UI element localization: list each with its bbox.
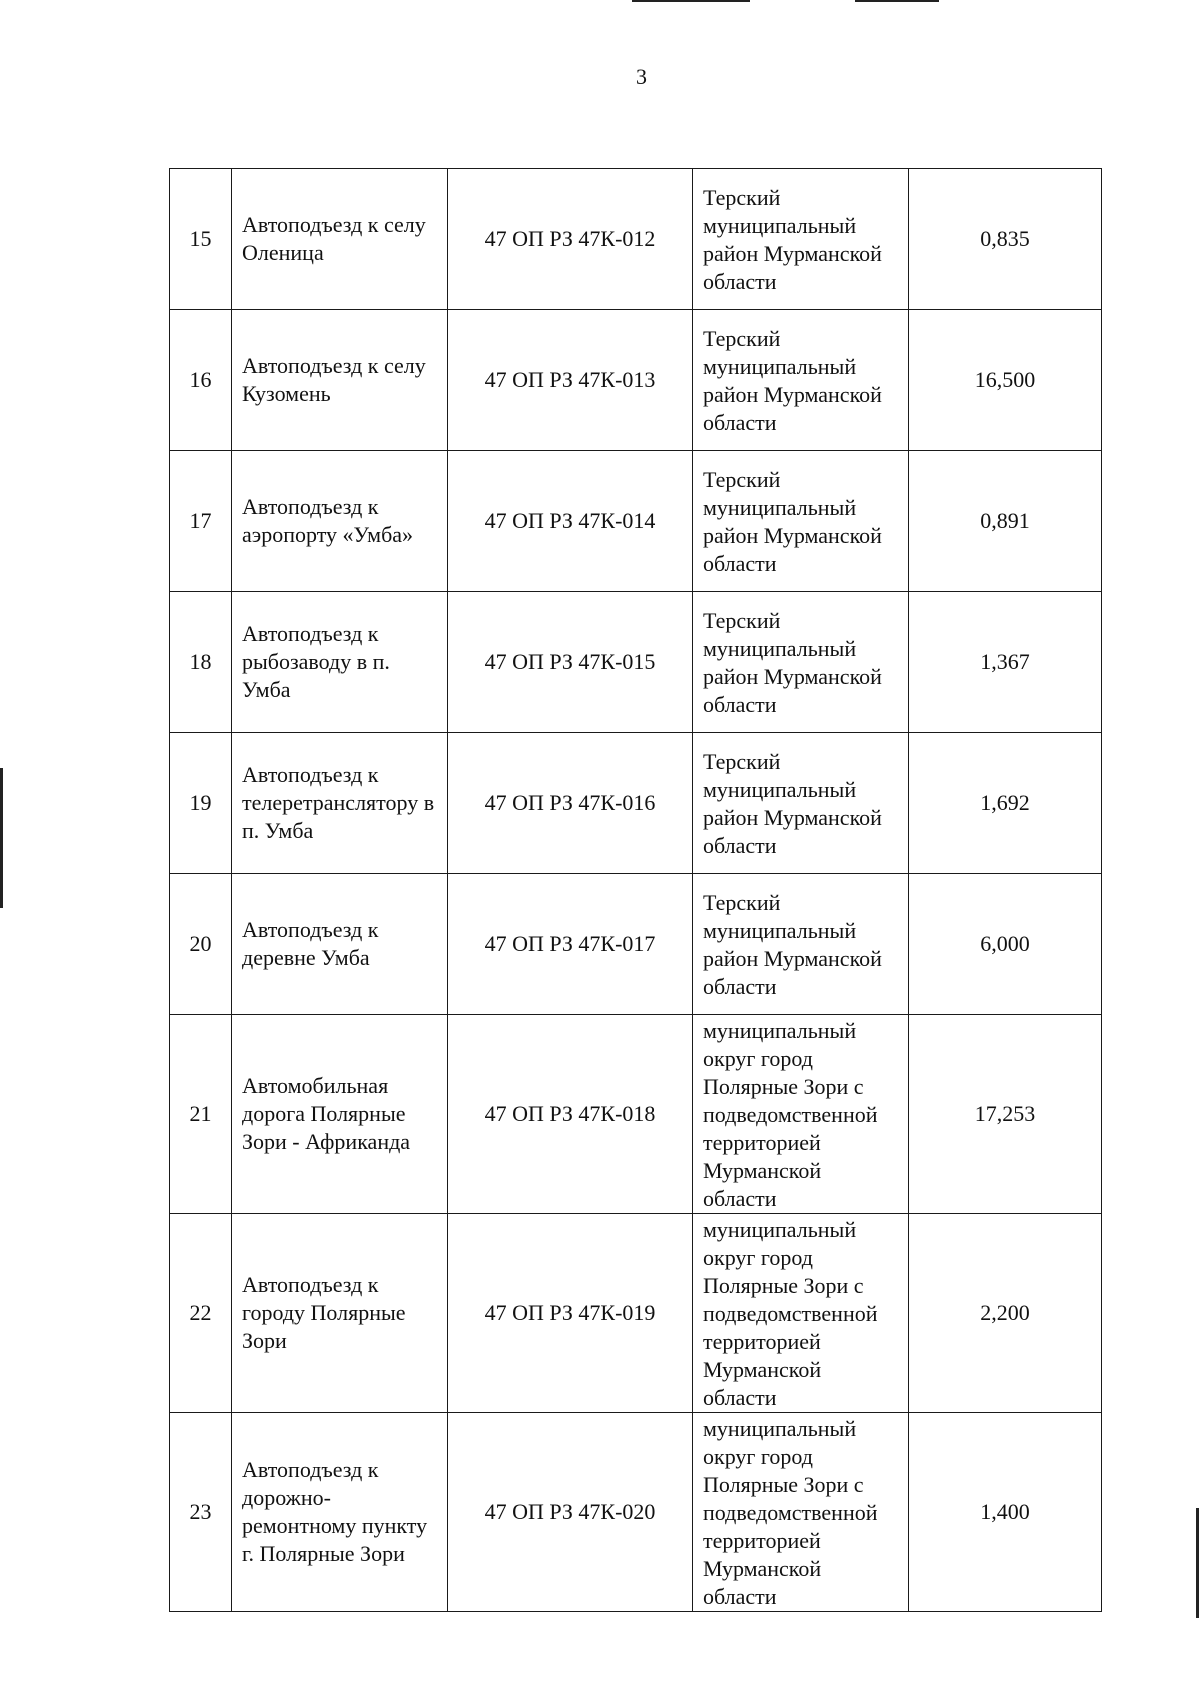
district-text: Терский муниципальный район Мурманской области: [703, 185, 882, 294]
road-length: 0,835: [909, 169, 1102, 310]
district-text: муниципальный округ город Полярные Зори с подведомственной территорией Мурманской области: [703, 1416, 878, 1609]
road-id-code: 47 ОП РЗ 47К-019: [448, 1214, 693, 1413]
district-text: муниципальный округ город Полярные Зори с подведомственной территорией Мурманской области: [703, 1217, 878, 1410]
table-row: [170, 451, 1102, 592]
page-number: 3: [636, 64, 647, 89]
road-length: 17,253: [909, 1015, 1102, 1214]
district: [693, 1214, 909, 1413]
road-name: Автоподъезд к городу Полярные Зори: [232, 1214, 448, 1413]
table-row: [170, 733, 1102, 874]
district: [693, 733, 909, 874]
row-number: 18: [170, 592, 232, 733]
road-id-code: 47 ОП РЗ 47К-017: [448, 874, 693, 1015]
road-name: Автомобильная дорога Полярные Зори - Африканда: [232, 1015, 448, 1214]
road-id-code: 47 ОП РЗ 47К-014: [448, 451, 693, 592]
district: [693, 592, 909, 733]
district: [693, 310, 909, 451]
district-text: Терский муниципальный район Мурманской области: [703, 467, 882, 576]
road-name: Автоподъезд к телеретранслятору в п. Умба: [232, 733, 448, 874]
row-number: 17: [170, 451, 232, 592]
row-number: 20: [170, 874, 232, 1015]
district: [693, 1015, 909, 1214]
road-name: Автоподъезд к селу Кузомень: [232, 310, 448, 451]
road-id-code: 47 ОП РЗ 47К-013: [448, 310, 693, 451]
scan-artifact-left-edge: [0, 768, 3, 908]
road-length: 0,891: [909, 451, 1102, 592]
row-number: 23: [170, 1413, 232, 1612]
row-number: 15: [170, 169, 232, 310]
district-text: муниципальный округ город Полярные Зори с подведомственной территорией Мурманской области: [703, 1018, 878, 1211]
district-text: Терский муниципальный район Мурманской области: [703, 890, 882, 999]
scan-artifact-top-line-1: [632, 0, 750, 2]
road-length: 2,200: [909, 1214, 1102, 1413]
road-id-code: 47 ОП РЗ 47К-016: [448, 733, 693, 874]
road-name: Автоподъезд к деревне Умба: [232, 874, 448, 1015]
district: [693, 1413, 909, 1612]
table-row: [170, 874, 1102, 1015]
road-name: Автоподъезд к аэропорту «Умба»: [232, 451, 448, 592]
road-name: Автоподъезд к рыбозаводу в п. Умба: [232, 592, 448, 733]
district: [693, 169, 909, 310]
table-row: [170, 592, 1102, 733]
table-row: [170, 169, 1102, 310]
road-name: Автоподъезд к дорожно-ремонтному пункту г. Полярные Зори: [232, 1413, 448, 1612]
road-id-code: 47 ОП РЗ 47К-018: [448, 1015, 693, 1214]
road-length: 1,367: [909, 592, 1102, 733]
row-number: 19: [170, 733, 232, 874]
road-length: 1,692: [909, 733, 1102, 874]
row-number: 16: [170, 310, 232, 451]
district-text: Терский муниципальный район Мурманской области: [703, 608, 882, 717]
table-row: [170, 1413, 1102, 1612]
row-number: 21: [170, 1015, 232, 1214]
road-id-code: 47 ОП РЗ 47К-020: [448, 1413, 693, 1612]
table-row: [170, 310, 1102, 451]
road-length: 1,400: [909, 1413, 1102, 1612]
district: [693, 874, 909, 1015]
road-length: 6,000: [909, 874, 1102, 1015]
table-row: [170, 1214, 1102, 1413]
scan-artifact-right-edge: [1196, 1508, 1199, 1618]
scan-artifact-top-line-2: [855, 0, 939, 2]
road-id-code: 47 ОП РЗ 47К-012: [448, 169, 693, 310]
road-length: 16,500: [909, 310, 1102, 451]
roads-table: [169, 168, 1102, 1612]
district-text: Терский муниципальный район Мурманской области: [703, 326, 882, 435]
row-number: 22: [170, 1214, 232, 1413]
road-name: Автоподъезд к селу Оленица: [232, 169, 448, 310]
road-id-code: 47 ОП РЗ 47К-015: [448, 592, 693, 733]
table-row: [170, 1015, 1102, 1214]
district-text: Терский муниципальный район Мурманской области: [703, 749, 882, 858]
district: [693, 451, 909, 592]
